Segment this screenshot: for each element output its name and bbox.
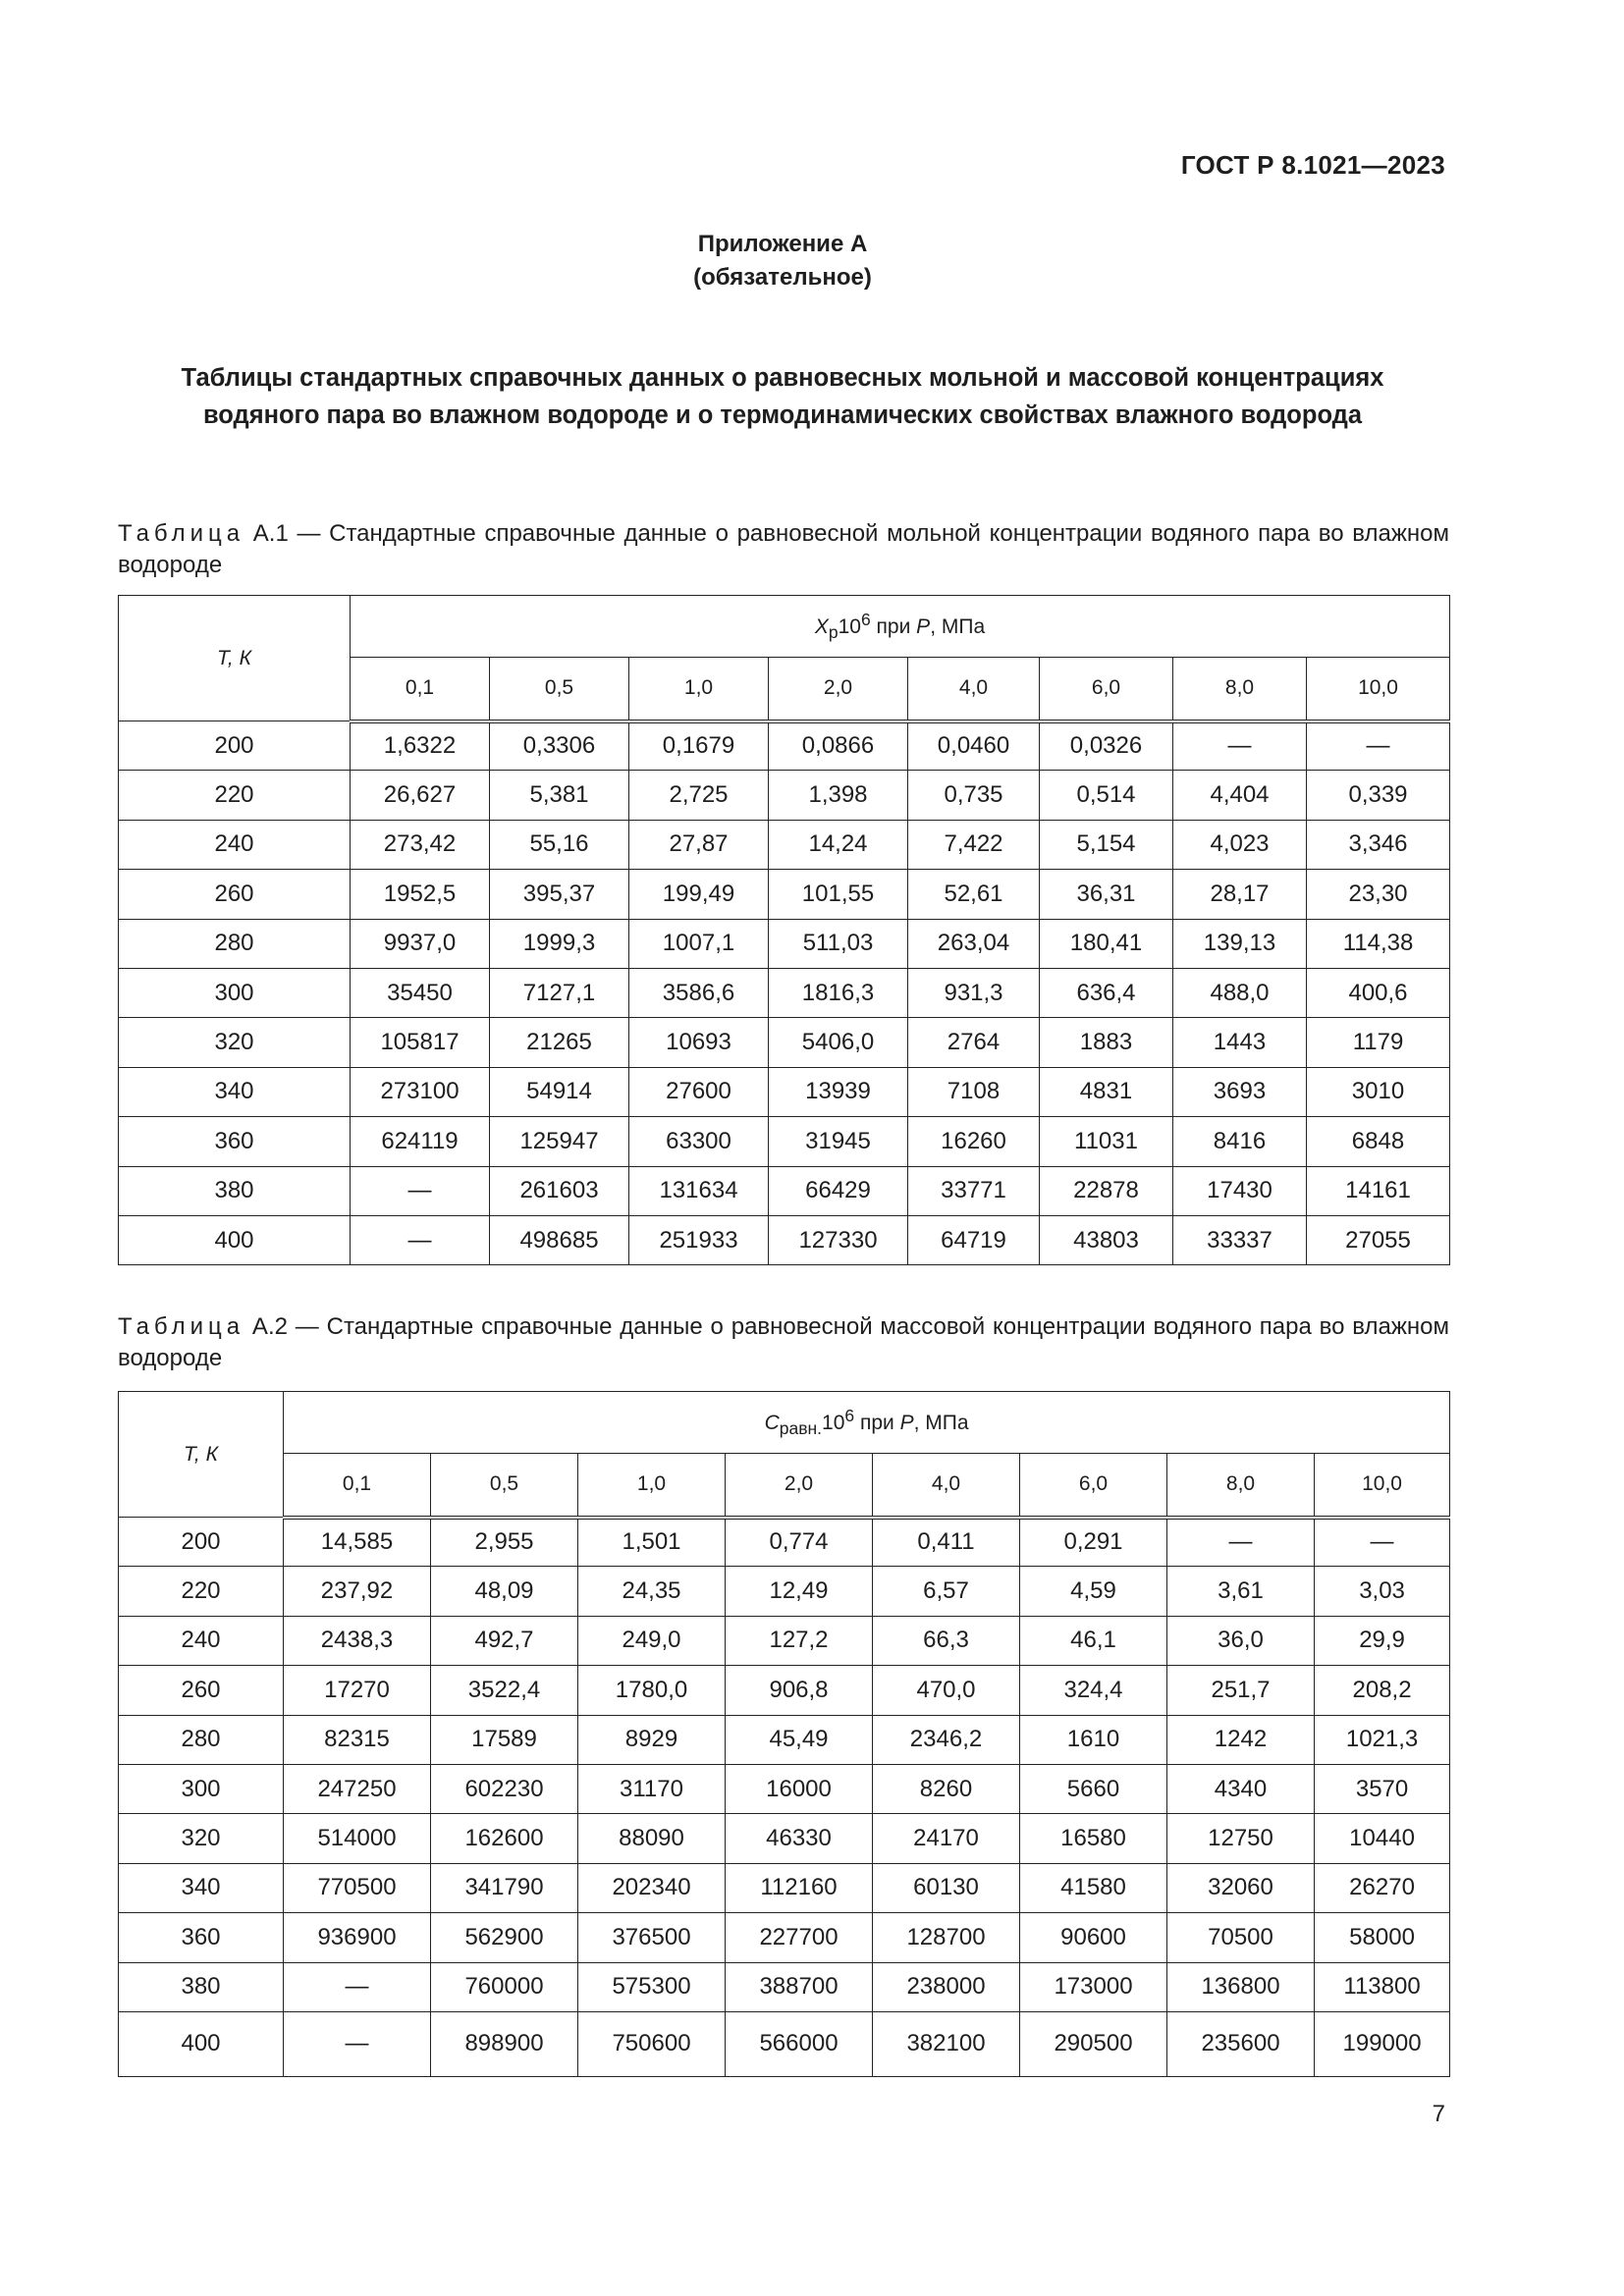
table-row	[119, 870, 1450, 919]
table-row	[119, 1518, 1450, 1567]
value-cell: 2,955	[431, 1518, 578, 1567]
table-row	[119, 1962, 1450, 2011]
value-cell: 101,55	[769, 870, 908, 919]
value-cell: 1816,3	[769, 968, 908, 1017]
temperature-cell: 220	[119, 771, 351, 820]
value-cell: 14161	[1307, 1166, 1450, 1215]
value-cell: 90600	[1020, 1913, 1167, 1962]
value-cell: 1,501	[578, 1518, 726, 1567]
value-cell: 6848	[1307, 1117, 1450, 1166]
value-cell: —	[284, 2011, 431, 2076]
value-cell: 10693	[629, 1018, 769, 1067]
value-cell: 0,0866	[769, 721, 908, 771]
pressure-header: 0,1	[351, 658, 490, 721]
table-a1	[118, 595, 1450, 1265]
table-a2-row-header: T, К	[119, 1392, 284, 1518]
value-cell: 13939	[769, 1067, 908, 1116]
value-cell: 624119	[351, 1117, 490, 1166]
pressure-header: 0,5	[431, 1454, 578, 1518]
value-cell: 3,03	[1315, 1567, 1450, 1616]
temperature-cell: 280	[119, 919, 351, 968]
value-cell: 41580	[1020, 1863, 1167, 1912]
pressure-header: 4,0	[908, 658, 1040, 721]
value-cell: 488,0	[1173, 968, 1307, 1017]
value-cell: 16580	[1020, 1814, 1167, 1863]
value-cell: 235600	[1167, 2011, 1315, 2076]
value-cell: 58000	[1315, 1913, 1450, 1962]
table-row	[119, 1616, 1450, 1665]
section-title-line-2: водяного пара во влажном водороде и о термодинамических свойствах влажного водорода	[202, 401, 1363, 429]
temperature-cell: 200	[119, 1518, 284, 1567]
value-cell: 2764	[908, 1018, 1040, 1067]
value-cell: 114,38	[1307, 919, 1450, 968]
pressure-header: 4,0	[873, 1454, 1020, 1518]
value-cell: 898900	[431, 2011, 578, 2076]
pressure-header: 8,0	[1173, 658, 1307, 721]
table-row	[119, 1117, 1450, 1166]
temperature-cell: 360	[119, 1117, 351, 1166]
value-cell: 46330	[726, 1814, 873, 1863]
value-cell: 4,404	[1173, 771, 1307, 820]
value-cell: 0,291	[1020, 1518, 1167, 1567]
table-a1-group-header: $X_р10^6$ при P, МПа	[351, 596, 1450, 658]
value-cell: 27055	[1307, 1215, 1450, 1264]
value-cell: 9937,0	[351, 919, 490, 968]
temperature-cell: 240	[119, 1616, 284, 1665]
value-cell: 28,17	[1173, 870, 1307, 919]
value-cell: 173000	[1020, 1962, 1167, 2011]
value-cell: 17430	[1173, 1166, 1307, 1215]
value-cell: 227700	[726, 1913, 873, 1962]
section-title-line-1: Таблицы стандартных справочных данных о равновесных мольной и массовой концентрациях	[181, 364, 1384, 392]
value-cell: 4831	[1040, 1067, 1173, 1116]
temperature-cell: 260	[119, 870, 351, 919]
value-cell: 36,0	[1167, 1616, 1315, 1665]
table-row	[119, 1863, 1450, 1912]
value-cell: 395,37	[490, 870, 629, 919]
value-cell: 31170	[578, 1764, 726, 1813]
value-cell: 263,04	[908, 919, 1040, 968]
value-cell: 0,411	[873, 1518, 1020, 1567]
pressure-header: 2,0	[726, 1454, 873, 1518]
value-cell: 8929	[578, 1715, 726, 1764]
value-cell: 602230	[431, 1764, 578, 1813]
temperature-cell: 220	[119, 1567, 284, 1616]
value-cell: 32060	[1167, 1863, 1315, 1912]
value-cell: 498685	[490, 1215, 629, 1264]
temperature-cell: 300	[119, 968, 351, 1017]
value-cell: 261603	[490, 1166, 629, 1215]
value-cell: 202340	[578, 1863, 726, 1912]
value-cell: —	[284, 1962, 431, 2011]
value-cell: 247250	[284, 1764, 431, 1813]
value-cell: 125947	[490, 1117, 629, 1166]
section-title	[108, 359, 1457, 434]
value-cell: 1780,0	[578, 1666, 726, 1715]
value-cell: 199,49	[629, 870, 769, 919]
value-cell: 760000	[431, 1962, 578, 2011]
value-cell: 2,725	[629, 771, 769, 820]
value-cell: 4340	[1167, 1764, 1315, 1813]
value-cell: 1443	[1173, 1018, 1307, 1067]
value-cell: 17270	[284, 1666, 431, 1715]
value-cell: 113800	[1315, 1962, 1450, 2011]
temperature-cell: 340	[119, 1863, 284, 1912]
value-cell: 3522,4	[431, 1666, 578, 1715]
value-cell: 66,3	[873, 1616, 1020, 1665]
table-a2	[118, 1391, 1450, 2077]
table-row	[119, 1666, 1450, 1715]
value-cell: 3570	[1315, 1764, 1450, 1813]
value-cell: 3586,6	[629, 968, 769, 1017]
temperature-cell: 320	[119, 1814, 284, 1863]
value-cell: 27600	[629, 1067, 769, 1116]
value-cell: 6,57	[873, 1567, 1020, 1616]
value-cell: 127330	[769, 1215, 908, 1264]
value-cell: 3693	[1173, 1067, 1307, 1116]
table-row	[119, 1166, 1450, 1215]
value-cell: —	[351, 1215, 490, 1264]
value-cell: 249,0	[578, 1616, 726, 1665]
value-cell: 29,9	[1315, 1616, 1450, 1665]
value-cell: 1610	[1020, 1715, 1167, 1764]
value-cell: 1,398	[769, 771, 908, 820]
value-cell: 26,627	[351, 771, 490, 820]
temperature-cell: 400	[119, 1215, 351, 1264]
appendix-status: (обязательное)	[693, 264, 872, 291]
value-cell: 55,16	[490, 820, 629, 869]
table-a2-caption-text: А.2 — Стандартные справочные данные о равновесной массовой концентрации водяного пара во влажном водороде	[118, 1313, 1449, 1371]
value-cell: 16260	[908, 1117, 1040, 1166]
table-row	[119, 1715, 1450, 1764]
value-cell: 4,59	[1020, 1567, 1167, 1616]
value-cell: 14,585	[284, 1518, 431, 1567]
value-cell: 180,41	[1040, 919, 1173, 968]
value-cell: 7,422	[908, 820, 1040, 869]
value-cell: 7108	[908, 1067, 1040, 1116]
table-row	[119, 1567, 1450, 1616]
value-cell: 82315	[284, 1715, 431, 1764]
value-cell: 251933	[629, 1215, 769, 1264]
value-cell: 562900	[431, 1913, 578, 1962]
value-cell: 906,8	[726, 1666, 873, 1715]
value-cell: 5660	[1020, 1764, 1167, 1813]
value-cell: 238000	[873, 1962, 1020, 2011]
value-cell: 1007,1	[629, 919, 769, 968]
value-cell: 52,61	[908, 870, 1040, 919]
value-cell: 1021,3	[1315, 1715, 1450, 1764]
value-cell: 1179	[1307, 1018, 1450, 1067]
value-cell: 24,35	[578, 1567, 726, 1616]
temperature-cell: 340	[119, 1067, 351, 1116]
table-a2-caption-label: Таблица	[118, 1313, 245, 1340]
value-cell: 636,4	[1040, 968, 1173, 1017]
value-cell: 208,2	[1315, 1666, 1450, 1715]
table-a2-caption	[118, 1311, 1449, 1374]
appendix-heading	[0, 228, 1565, 294]
value-cell: 21265	[490, 1018, 629, 1067]
value-cell: 12750	[1167, 1814, 1315, 1863]
table-row	[119, 1764, 1450, 1813]
value-cell: 0,735	[908, 771, 1040, 820]
value-cell: 5,154	[1040, 820, 1173, 869]
value-cell: 0,339	[1307, 771, 1450, 820]
temperature-cell: 260	[119, 1666, 284, 1715]
value-cell: 11031	[1040, 1117, 1173, 1166]
pressure-header: 8,0	[1167, 1454, 1315, 1518]
value-cell: 10440	[1315, 1814, 1450, 1863]
value-cell: 162600	[431, 1814, 578, 1863]
value-cell: 936900	[284, 1913, 431, 1962]
value-cell: 105817	[351, 1018, 490, 1067]
value-cell: 33771	[908, 1166, 1040, 1215]
temperature-cell: 280	[119, 1715, 284, 1764]
table-row	[119, 721, 1450, 771]
value-cell: 22878	[1040, 1166, 1173, 1215]
value-cell: —	[1307, 721, 1450, 771]
value-cell: 54914	[490, 1067, 629, 1116]
temperature-cell: 380	[119, 1166, 351, 1215]
value-cell: 88090	[578, 1814, 726, 1863]
value-cell: 0,0460	[908, 721, 1040, 771]
value-cell: 470,0	[873, 1666, 1020, 1715]
table-a1-caption	[118, 518, 1449, 581]
value-cell: 0,3306	[490, 721, 629, 771]
value-cell: 514000	[284, 1814, 431, 1863]
temperature-cell: 400	[119, 2011, 284, 2076]
pressure-header: 1,0	[578, 1454, 726, 1518]
value-cell: 273,42	[351, 820, 490, 869]
value-cell: 33337	[1173, 1215, 1307, 1264]
table-row	[119, 919, 1450, 968]
value-cell: 566000	[726, 2011, 873, 2076]
pressure-header: 6,0	[1040, 658, 1173, 721]
value-cell: 12,49	[726, 1567, 873, 1616]
value-cell: 0,1679	[629, 721, 769, 771]
value-cell: 0,514	[1040, 771, 1173, 820]
value-cell: 341790	[431, 1863, 578, 1912]
value-cell: 70500	[1167, 1913, 1315, 1962]
value-cell: 400,6	[1307, 968, 1450, 1017]
value-cell: 1242	[1167, 1715, 1315, 1764]
table-row	[119, 1814, 1450, 1863]
table-row	[119, 2011, 1450, 2076]
value-cell: 273100	[351, 1067, 490, 1116]
value-cell: 3,61	[1167, 1567, 1315, 1616]
value-cell: 0,0326	[1040, 721, 1173, 771]
value-cell: 3010	[1307, 1067, 1450, 1116]
value-cell: 5406,0	[769, 1018, 908, 1067]
pressure-header: 2,0	[769, 658, 908, 721]
table-row	[119, 820, 1450, 869]
value-cell: 1999,3	[490, 919, 629, 968]
value-cell: 131634	[629, 1166, 769, 1215]
pressure-header: 10,0	[1307, 658, 1450, 721]
pressure-header: 6,0	[1020, 1454, 1167, 1518]
value-cell: 48,09	[431, 1567, 578, 1616]
table-a2-group-header: $C_{равн.}10^6$ при P, МПа	[284, 1392, 1450, 1454]
value-cell: 127,2	[726, 1616, 873, 1665]
value-cell: 43803	[1040, 1215, 1173, 1264]
value-cell: 575300	[578, 1962, 726, 2011]
value-cell: 2346,2	[873, 1715, 1020, 1764]
temperature-cell: 300	[119, 1764, 284, 1813]
pressure-header: 1,0	[629, 658, 769, 721]
value-cell: 60130	[873, 1863, 1020, 1912]
value-cell: 251,7	[1167, 1666, 1315, 1715]
value-cell: 1,6322	[351, 721, 490, 771]
value-cell: 45,49	[726, 1715, 873, 1764]
value-cell: 46,1	[1020, 1616, 1167, 1665]
value-cell: 237,92	[284, 1567, 431, 1616]
document-code: ГОСТ Р 8.1021—2023	[1180, 150, 1445, 180]
value-cell: 7127,1	[490, 968, 629, 1017]
value-cell: 5,381	[490, 771, 629, 820]
table-row	[119, 1913, 1450, 1962]
value-cell: —	[1315, 1518, 1450, 1567]
temperature-cell: 240	[119, 820, 351, 869]
value-cell: 199000	[1315, 2011, 1450, 2076]
value-cell: 770500	[284, 1863, 431, 1912]
table-row	[119, 1067, 1450, 1116]
value-cell: 8416	[1173, 1117, 1307, 1166]
value-cell: 16000	[726, 1764, 873, 1813]
value-cell: —	[351, 1166, 490, 1215]
temperature-cell: 380	[119, 1962, 284, 2011]
value-cell: 27,87	[629, 820, 769, 869]
value-cell: 17589	[431, 1715, 578, 1764]
value-cell: 511,03	[769, 919, 908, 968]
value-cell: 492,7	[431, 1616, 578, 1665]
value-cell: 324,4	[1020, 1666, 1167, 1715]
table-row	[119, 771, 1450, 820]
value-cell: 36,31	[1040, 870, 1173, 919]
table-a1-caption-label: Таблица	[118, 520, 245, 547]
temperature-cell: 360	[119, 1913, 284, 1962]
value-cell: 26270	[1315, 1863, 1450, 1912]
appendix-title: Приложение А	[697, 231, 868, 257]
value-cell: —	[1173, 721, 1307, 771]
value-cell: 24170	[873, 1814, 1020, 1863]
table-row	[119, 968, 1450, 1017]
pressure-header: 0,5	[490, 658, 629, 721]
value-cell: 4,023	[1173, 820, 1307, 869]
value-cell: 35450	[351, 968, 490, 1017]
value-cell: 931,3	[908, 968, 1040, 1017]
value-cell: 382100	[873, 2011, 1020, 2076]
value-cell: 23,30	[1307, 870, 1450, 919]
value-cell: 136800	[1167, 1962, 1315, 2011]
value-cell: 31945	[769, 1117, 908, 1166]
value-cell: 2438,3	[284, 1616, 431, 1665]
value-cell: 290500	[1020, 2011, 1167, 2076]
table-a1-caption-text: А.1 — Стандартные справочные данные о равновесной мольной концентрации водяного пара во влажном водороде	[118, 520, 1449, 578]
value-cell: 3,346	[1307, 820, 1450, 869]
pressure-header: 0,1	[284, 1454, 431, 1518]
table-row	[119, 1018, 1450, 1067]
table-row	[119, 1215, 1450, 1264]
value-cell: 64719	[908, 1215, 1040, 1264]
temperature-cell: 320	[119, 1018, 351, 1067]
value-cell: 128700	[873, 1913, 1020, 1962]
value-cell: 388700	[726, 1962, 873, 2011]
value-cell: 112160	[726, 1863, 873, 1912]
pressure-header: 10,0	[1315, 1454, 1450, 1518]
value-cell: 139,13	[1173, 919, 1307, 968]
table-a1-row-header: T, К	[119, 596, 351, 721]
value-cell: 750600	[578, 2011, 726, 2076]
value-cell: 376500	[578, 1913, 726, 1962]
value-cell: 14,24	[769, 820, 908, 869]
value-cell: 1952,5	[351, 870, 490, 919]
value-cell: 1883	[1040, 1018, 1173, 1067]
value-cell: —	[1167, 1518, 1315, 1567]
page-number: 7	[1432, 2101, 1445, 2127]
value-cell: 63300	[629, 1117, 769, 1166]
value-cell: 0,774	[726, 1518, 873, 1567]
value-cell: 66429	[769, 1166, 908, 1215]
value-cell: 8260	[873, 1764, 1020, 1813]
temperature-cell: 200	[119, 721, 351, 771]
